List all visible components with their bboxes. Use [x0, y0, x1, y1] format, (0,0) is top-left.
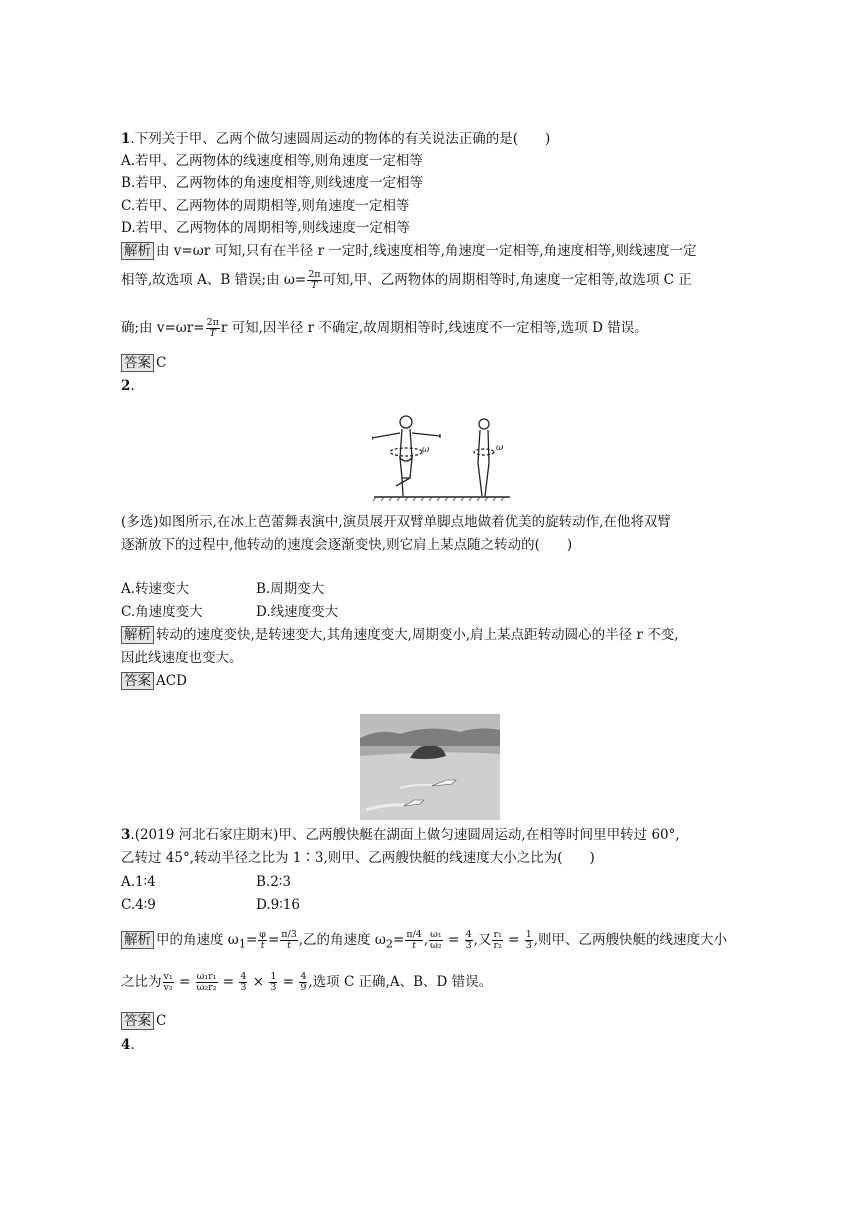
speedboat-lake-photo — [360, 714, 500, 820]
q1-analysis-line3: 确;由 v=ωr= $\frac{2\pi}{T}$ r 可知,因半径 r 不确定,故周期相等时,线速度不一定相等,选项 D 错误。 — [121, 317, 648, 339]
rotation-arrow — [390, 448, 422, 456]
q1-analysis-line1: 解析 由 v=ωr 可知,只有在半径 r 一定时,线速度相等,角速度一定相等,角速度相等,则线速度一定 — [121, 242, 696, 260]
q2-analysis-line1: 解析 转动的速度变快,是转速变大,其角速度变大,周期变小,肩上某点距转动圆心的半径 r 不变, — [121, 626, 679, 644]
q1-option-b: B.若甲、乙两物体的角速度相等,则线速度一定相等 — [121, 175, 424, 191]
skater-head-2 — [479, 419, 489, 429]
q2-stem-line2: 逐渐放下的过程中,他转动的速度会逐渐变快,则它肩上某点随之转动的( ) — [121, 537, 573, 553]
q4-number: 4 — [121, 1037, 131, 1053]
q3-number: 3 — [121, 827, 131, 843]
q3-options-row1: A.1∶4 B.2∶3 — [121, 874, 291, 890]
q3-stem-line2: 乙转过 45°,转动半径之比为 1∶3,则甲、乙两艘快艇的线速度大小之比为( ) — [121, 850, 595, 866]
skater-arms — [372, 433, 440, 438]
skater-body — [400, 429, 412, 458]
q3-analysis-line1: 解析 甲的角速度 $\omega_1=$ $\frac{\varphi}{t}$ = $\frac{\pi/3}{t}$ ,乙的角速度 $\omega_2=$ $\frac{\pi/4}{t}$ , $\frac{\text{ω₁}}{\text{ω₂}}$ = $\frac{4}{3}$ ,又 $\frac{\text{r₁}}{\text{r₂}}$ = $\frac{1}{3}$ ,则甲、乙两艘快艇的线速度大小 — [121, 930, 727, 954]
q1-analysis-line2: 相等,故选项 A、B 错误;由 ω= $\frac{2\pi}{T}$ 可知,甲、乙两物体的周期相等时,角速度一定相等,故选项 C 正 — [121, 269, 692, 291]
analysis-tag: 解析 — [121, 931, 154, 949]
fraction-2pi-over-t: $\frac{2\pi}{T}$ — [308, 269, 321, 291]
answer-tag: 答案 — [121, 354, 154, 372]
skater-body-2 — [478, 430, 489, 463]
q1-option-d: D.若甲、乙两物体的周期相等,则线速度一定相等 — [121, 220, 410, 236]
ice-skater-figure — [372, 408, 512, 502]
skater-legs — [400, 458, 412, 478]
q1-option-a: A.若甲、乙两物体的线速度相等,则角速度一定相等 — [121, 153, 423, 169]
omega-label: ω — [422, 445, 430, 455]
q2-options-row2: C.角速度变大 D.线速度变大 — [121, 604, 339, 620]
q3-stem-line1: 3.(2019 河北石家庄期末)甲、乙两艘快艇在湖面上做匀速圆周运动,在相等时间里甲转过 60°, — [121, 827, 680, 843]
analysis-tag: 解析 — [121, 242, 154, 260]
q2-analysis-line2: 因此线速度也变大。 — [121, 650, 243, 666]
q3-analysis-line2: 之比为 $\frac{\text{v₁}}{\text{v₂}}$ = $\frac{\text{ω₁r₁}}{\text{ω₂r₂}}$ = $\frac{4}{3}$ × $\frac{1}{3}$ = $\frac{4}{9}$ ,选项 C 正确,A、B、D 错误。 — [121, 971, 493, 993]
q3-answer: 答案 C — [121, 1012, 166, 1030]
answer-tag: 答案 — [121, 1012, 154, 1030]
q4-number-line: 4. — [121, 1037, 135, 1053]
fraction-2pi-over-t: $\frac{2\pi}{T}$ — [206, 317, 219, 339]
q1-stem: 1.下列关于甲、乙两个做匀速圆周运动的物体的有关说法正确的是( ) — [121, 131, 551, 147]
q3-options-row2: C.4∶9 D.9∶16 — [121, 897, 300, 913]
rotation-arrow-2 — [474, 449, 494, 455]
q2-number-line: 2. — [121, 378, 135, 394]
omega-label-2: ω — [496, 443, 504, 453]
skater-head — [400, 416, 412, 428]
q2-options-row1: A.转速变大 B.周期变大 — [121, 581, 325, 597]
answer-tag: 答案 — [121, 672, 154, 690]
q1-number: 1 — [121, 131, 131, 147]
q1-option-c: C.若甲、乙两物体的周期相等,则角速度一定相等 — [121, 198, 410, 214]
q2-number: 2 — [121, 378, 131, 394]
q1-answer: 答案 C — [121, 354, 166, 372]
q2-stem-line1: (多选)如图所示,在冰上芭蕾舞表演中,演员展开双臂单脚点地做着优美的旋转动作,在他将双臂 — [121, 514, 671, 530]
analysis-tag: 解析 — [121, 626, 154, 644]
q2-answer: 答案 ACD — [121, 672, 187, 690]
